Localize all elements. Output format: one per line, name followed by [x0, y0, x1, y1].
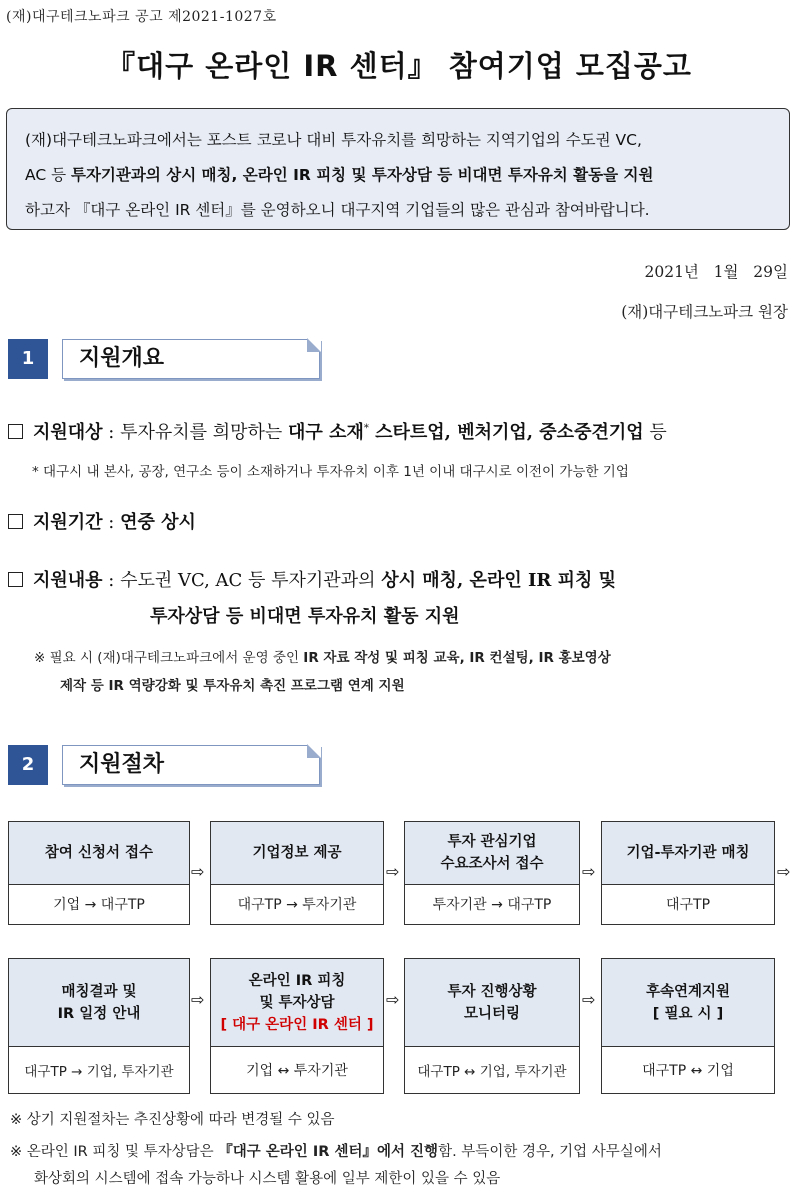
- intro-line-3: 하고자 『대구 온라인 IR 센터』를 운영하오니 대구지역 기업들의 많은 관심과 참여바랍니다.: [25, 201, 650, 219]
- intro-line-1: (재)대구테크노파크에서는 포스트 코로나 대비 투자유치를 희망하는 지역기업의 수도권 VC,: [25, 131, 642, 149]
- support-target: [8, 418, 667, 444]
- process-step-7-actor: 대구TP ↔ 기업, 투자기관: [417, 1063, 567, 1080]
- process-step-6-title: [211, 959, 383, 1047]
- support-content-label: 지원내용: [33, 570, 103, 591]
- support-content-bold-1: 상시 매칭, 온라인 IR 피칭 및: [381, 570, 617, 591]
- process-step-3-actor: 투자기관 → 대구TP: [432, 897, 552, 913]
- footnote-2: [10, 1139, 662, 1165]
- process-step-5-title: [9, 959, 189, 1047]
- support-target-bold-1: 대구 소재: [288, 422, 364, 443]
- intro-line-2-bold: 투자기관과의 상시 매칭, 온라인 IR 피칭 및 투자상담 등 비대면 투자유치 활동을 지원: [70, 166, 654, 184]
- support-period-bold: 연중 상시: [120, 512, 196, 533]
- process-step-7-title-line-2: 모니터링: [463, 1005, 521, 1022]
- arrow-right-icon: ⇨: [582, 862, 596, 881]
- signer: (재)대구테크노파크 원장: [621, 303, 788, 321]
- intro-line-2: [25, 158, 775, 193]
- process-step-5-actor: 대구TP → 기업, 투자기관: [24, 1063, 174, 1080]
- process-step-5-title-line-2: IR 일정 안내: [57, 1005, 141, 1022]
- page-title: 『대구 온라인 IR 센터』 참여기업 모집공고: [106, 49, 692, 83]
- process-step-1: [8, 821, 190, 925]
- process-step-4: [601, 821, 775, 925]
- process-step-2: [210, 821, 384, 925]
- intro-box: [6, 108, 790, 230]
- process-step-7-title: [405, 959, 579, 1047]
- process-step-3-title-line-1: 투자 관심기업: [447, 834, 537, 850]
- process-step-8: [601, 958, 775, 1094]
- process-step-2-actor: 대구TP → 투자기관: [237, 897, 357, 913]
- support-content-text: : 수도권 VC, AC 등 투자기관과의: [108, 570, 382, 591]
- support-target-label: 지원대상: [33, 422, 103, 443]
- footnote-1: ※ 상기 지원절차는 추진상황에 따라 변경될 수 있음: [10, 1112, 335, 1128]
- arrow-right-icon: ⇨: [777, 862, 791, 881]
- checkbox-square-icon: [8, 514, 23, 529]
- arrow-right-icon: ⇨: [582, 990, 596, 1009]
- section-1-title: [62, 339, 320, 379]
- checkbox-square-icon: [8, 572, 23, 587]
- process-step-1-title: 참여 신청서 접수: [9, 822, 189, 885]
- section-2-title: [62, 745, 320, 785]
- support-content-bold-2: 투자상담 등 비대면 투자유치 활동 지원: [150, 606, 460, 627]
- support-content: [8, 566, 616, 592]
- process-step-5: [8, 958, 190, 1094]
- process-step-6-title-line-2: 및 투자상담: [259, 994, 335, 1011]
- process-step-6: [210, 958, 384, 1094]
- footnote-2-post: 함. 부득이한 경우, 기업 사무실에서: [438, 1144, 662, 1160]
- support-target-bold-2: 스타트업, 벤처기업, 중소중견기업: [368, 422, 644, 443]
- support-content-note-pre: ※ 필요 시 (재)대구테크노파크에서 운영 중인: [34, 650, 304, 666]
- page-fold-icon: [307, 338, 321, 352]
- section-2-title-text: 지원절차: [79, 752, 165, 777]
- process-step-8-title: [602, 959, 774, 1047]
- process-step-2-title: 기업정보 제공: [211, 822, 383, 885]
- support-target-sup: *: [363, 423, 369, 434]
- arrow-right-icon: ⇨: [191, 862, 205, 881]
- footnote-2-pre: ※ 온라인 IR 피칭 및 투자상담은: [10, 1144, 219, 1160]
- support-target-post: 등: [643, 422, 667, 443]
- process-step-6-title-line-1: 온라인 IR 피칭: [248, 972, 346, 989]
- support-period-text: :: [108, 512, 121, 533]
- section-1-number: 1: [8, 339, 48, 379]
- arrow-right-icon: ⇨: [191, 990, 205, 1009]
- arrow-right-icon: ⇨: [386, 990, 400, 1009]
- process-step-1-actor: 기업 → 대구TP: [53, 897, 145, 913]
- support-content-note-line-2: [60, 674, 405, 694]
- checkbox-square-icon: [8, 424, 23, 439]
- support-target-note: * 대구시 내 본사, 공장, 연구소 등이 소재하거나 투자유치 이후 1년 이내 대구시로 이전이 가능한 기업: [32, 464, 629, 480]
- arrow-right-icon: ⇨: [386, 862, 400, 881]
- process-step-7: [404, 958, 580, 1094]
- notice-number: (재)대구테크노파크 공고 제2021-1027호: [6, 9, 277, 25]
- process-step-6-title-line-3: [ 대구 온라인 IR 센터 ]: [220, 1016, 374, 1033]
- process-step-4-actor: 대구TP: [665, 897, 711, 913]
- support-content-note-bold: IR 자료 작성 및 피칭 교육, IR 컨설팅, IR 홍보영상: [303, 650, 611, 666]
- process-step-4-title: 기업-투자기관 매칭: [602, 822, 774, 885]
- process-step-3: [404, 821, 580, 925]
- support-target-text: : 투자유치를 희망하는: [108, 422, 289, 443]
- process-step-3-title: [405, 822, 579, 885]
- section-2-number: 2: [8, 745, 48, 785]
- process-step-8-title-line-2: [ 필요 시 ]: [652, 1005, 724, 1022]
- process-step-8-title-line-1: 후속연계지원: [645, 983, 731, 1000]
- page-fold-icon: [307, 744, 321, 758]
- support-period-label: 지원기간: [33, 512, 103, 533]
- process-step-6-actor: 기업 ↔ 투자기관: [246, 1062, 348, 1079]
- support-period: [8, 508, 196, 534]
- section-1-title-text: 지원개요: [79, 346, 165, 371]
- footnote-2-line-2: 화상회의 시스템에 접속 가능하나 시스템 활용에 일부 제한이 있을 수 있음: [34, 1171, 501, 1187]
- process-step-8-actor: 대구TP ↔ 기업: [642, 1062, 734, 1079]
- intro-line-2-pre: AC 등: [25, 166, 71, 184]
- notice-date: 2021년 1월 29일: [644, 263, 788, 281]
- footnote-2-bold: 『대구 온라인 IR 센터』에서 진행: [218, 1144, 439, 1160]
- process-step-3-title-line-2: 수요조사서 접수: [440, 856, 544, 872]
- support-content-line-2: [150, 602, 460, 628]
- support-content-note: [34, 646, 611, 666]
- process-step-5-title-line-1: 매칭결과 및: [61, 983, 137, 1000]
- process-step-7-title-line-1: 투자 진행상황: [447, 983, 537, 1000]
- support-content-note-bold-2: 제작 등 IR 역량강화 및 투자유치 촉진 프로그램 연계 지원: [60, 678, 405, 694]
